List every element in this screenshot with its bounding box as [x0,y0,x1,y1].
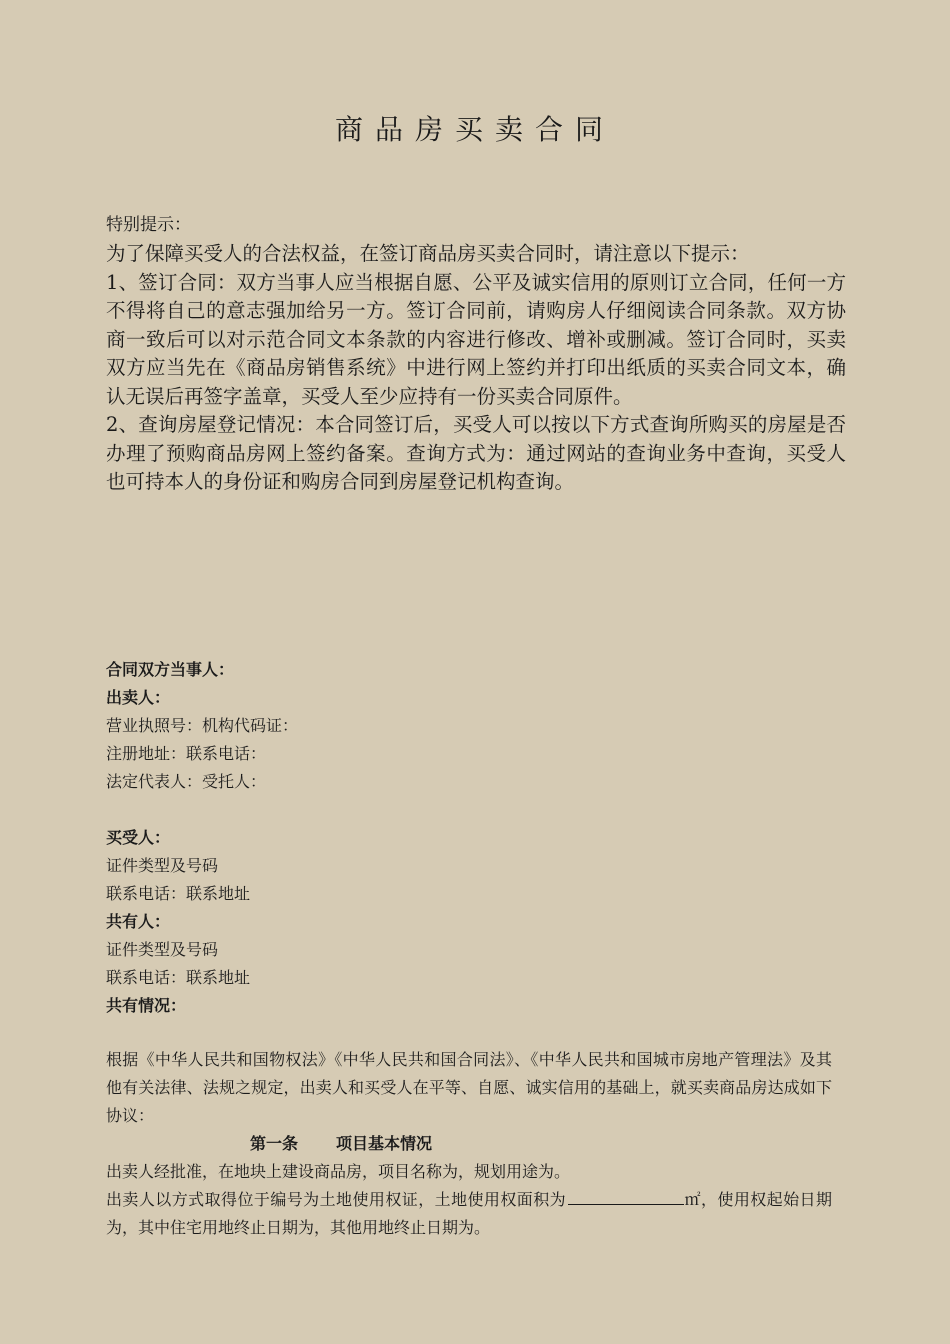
buyer-line: 证件类型及号码 [106,856,219,875]
parties-section [106,656,846,1020]
notice-label: 特别提示： [106,215,191,235]
co-owner-line: 联系电话：联系地址 [106,968,251,987]
co-owner-line: 证件类型及号码 [106,940,219,959]
blank-field [568,1188,684,1205]
article-paragraph-2-text: 出卖人以方式取得位于编号为土地使用权证，土地使用权面积为 [106,1190,567,1209]
seller-line: 法定代表人：受托人： [106,772,267,791]
article-paragraph-2 [106,1186,832,1242]
seller-line: 注册地址：联系电话： [106,744,267,763]
co-ownership-label: 共有情况： [106,996,187,1015]
seller-line: 营业执照号：机构代码证： [106,716,299,735]
co-owner-label: 共有人： [106,912,171,931]
article-title: 项目基本情况 [336,1134,433,1153]
document-title: 商品房买卖合同 [334,113,615,146]
notice-section [106,240,846,497]
notice-item-1: 1、签订合同：双方当事人应当根据自愿、公平及诚实信用的原则订立合同，任何一方不得将自己的意志强加给另一方。签订合同前，请购房人仔细阅读合同条款。双方协商一致后可以对示范合同文本条款的内容进行修改、增补或删减。签订合同时，买卖双方应当先在《商品房销售系统》中进行网上签约并打印出纸质的买卖合同文本，确认无误后再签字盖章，买受人至少应持有一份买卖合同原件。 [106,270,846,408]
article-number: 第一条 [250,1134,299,1153]
seller-label: 出卖人： [106,688,171,707]
spacer [106,796,846,824]
parties-heading: 合同双方当事人： [106,660,235,679]
agreement-section [106,1046,832,1242]
article-heading [106,1130,832,1158]
agreement-basis: 根据《中华人民共和国物权法》《中华人民共和国合同法》、《中华人民共和国城市房地产管理法》及其他有关法律、法规之规定，出卖人和买受人在平等、自愿、诚实信用的基础上，就买卖商品房达成如下协议： [106,1050,832,1125]
article-paragraph-1: 出卖人经批准，在地块上建设商品房，项目名称为，规划用途为。 [106,1162,571,1181]
notice-intro: 为了保障买受人的合法权益，在签订商品房买卖合同时，请注意以下提示： [106,242,750,265]
article-paragraph-2-rest: ㎡，使用权起始日期为，其中住宅用地终止日期为，其他用地终止日期为。 [106,1190,832,1237]
buyer-label: 买受人： [106,828,171,847]
notice-item-2: 2、查询房屋登记情况：本合同签订后，买受人可以按以下方式查询所购买的房屋是否办理了预购商品房网上签约备案。查询方式为：通过网站的查询业务中查询，买受人也可持本人的身份证和购房合同到房屋登记机构查询。 [106,413,846,493]
buyer-line: 联系电话：联系地址 [106,884,251,903]
